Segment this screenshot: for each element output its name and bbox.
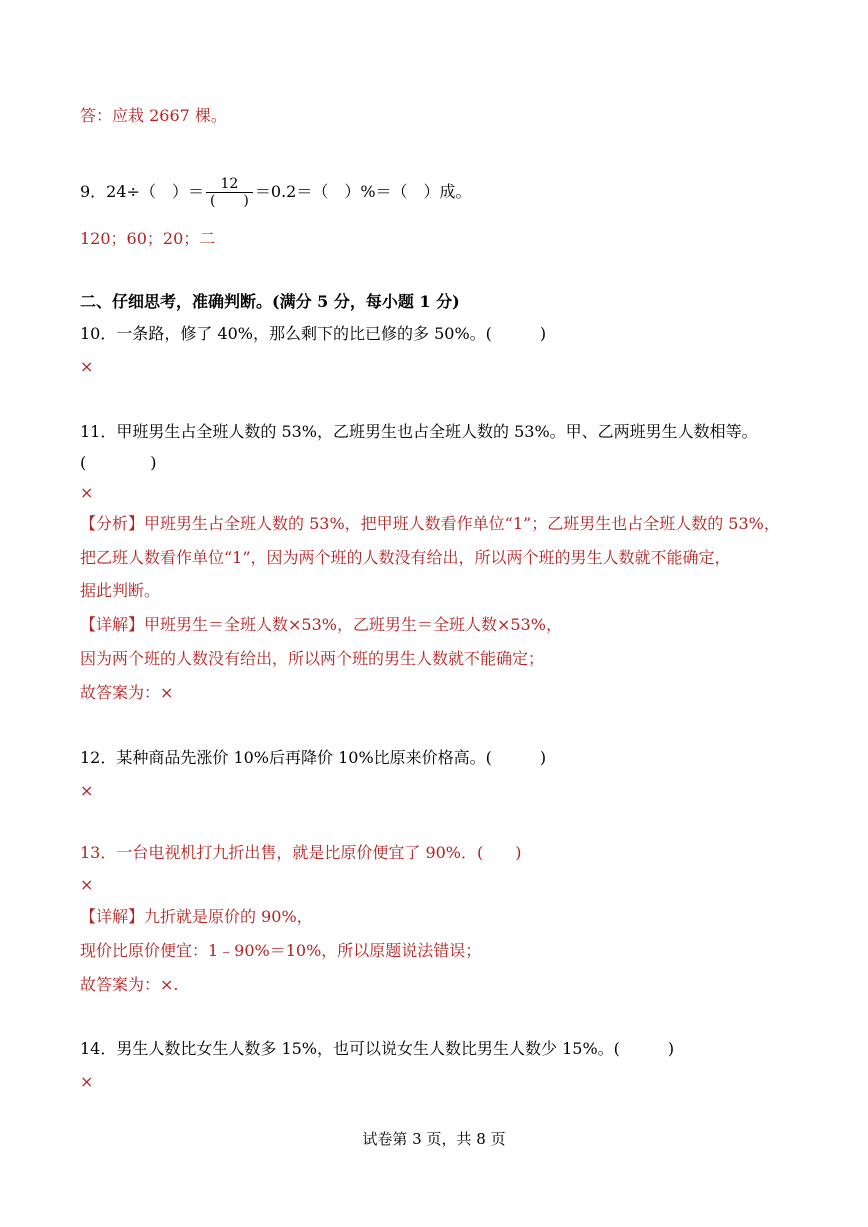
analysis-13-line-2: 现价比原价便宜：1﹣90%＝10%，所以原题说法错误； [80, 941, 482, 960]
analysis-13-line-3: 故答案为：×. [80, 975, 179, 994]
answer-8: 答：应栽 2667 棵。 [80, 106, 227, 125]
question-12: 12．某种商品先涨价 10%后再降价 10%比原来价格高。( ) [80, 748, 547, 767]
analysis-11-line-6: 故答案为：× [80, 683, 174, 702]
analysis-11-line-1: 【分析】甲班男生占全班人数的 53%，把甲班人数看作单位“1”；乙班男生也占全班人数的 53%， [80, 514, 780, 533]
analysis-11-line-5: 因为两个班的人数没有给出，所以两个班的男生人数就不能确定； [80, 649, 545, 668]
answer-10: × [80, 357, 94, 376]
question-13: 13．一台电视机打九折出售，就是比原价便宜了 90%．( ) [80, 843, 522, 862]
question-10: 10．一条路，修了 40%，那么剩下的比已修的多 50%。( ) [80, 324, 547, 343]
question-9-part1: 9．24÷（ ）＝ [80, 182, 204, 201]
answer-13: × [80, 875, 94, 894]
answer-11: × [80, 483, 94, 502]
question-11-line2: ( ) [80, 453, 157, 472]
page-footer: 试卷第 3 页，共 8 页 [362, 1130, 506, 1148]
question-9-part2: ＝0.2＝（ ）%＝（ ）成。 [254, 182, 472, 201]
analysis-11-line-3: 据此判断。 [80, 581, 161, 600]
analysis-13-line-1: 【详解】九折就是原价的 90%， [80, 907, 313, 926]
analysis-11-line-2: 把乙班人数看作单位“1”，因为两个班的人数没有给出，所以两个班的男生人数就不能确定， [80, 548, 731, 567]
question-14: 14．男生人数比女生人数多 15%，也可以说女生人数比男生人数少 15%。( ) [80, 1039, 675, 1058]
section-2-title: 二、仔细思考，准确判断。(满分 5 分，每小题 1 分) [80, 292, 460, 311]
analysis-11-line-4: 【详解】甲班男生＝全班人数×53%，乙班男生＝全班人数×53%， [80, 615, 562, 634]
answer-9: 120；60；20；二 [80, 229, 216, 248]
question-11-line1: 11．甲班男生占全班人数的 53%，乙班男生也占全班人数的 53%。甲、乙两班男生人数相等。 [80, 422, 758, 441]
fraction-denominator: ( ) [209, 193, 249, 209]
answer-12: × [80, 781, 94, 800]
question-9 [80, 176, 472, 209]
fraction-numerator: 12 [220, 176, 239, 192]
answer-14: × [80, 1072, 94, 1091]
question-9-fraction [206, 176, 253, 209]
